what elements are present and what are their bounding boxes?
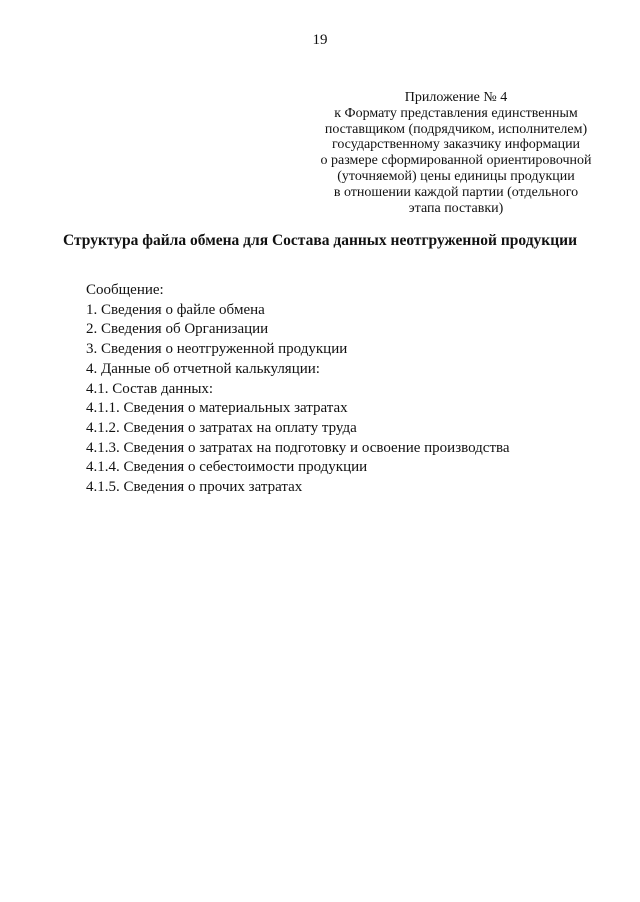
appendix-line: Приложение № 4 — [404, 90, 508, 105]
message-heading: Сообщение: — [86, 282, 164, 298]
appendix-line: (уточняемой) цены единицы продукции — [337, 168, 575, 184]
list-item: 4. Данные об отчетной калькуляции: — [86, 360, 320, 377]
appendix-line: к Формату представления единственным — [334, 105, 578, 121]
appendix-line: в отношении каждой партии (отдельного — [333, 184, 579, 200]
message-structure — [86, 281, 606, 498]
appendix-line: поставщиком (подрядчиком, исполнителем) — [324, 121, 588, 137]
document-title: Структура файла обмена для Состава данных неотгруженной продукции — [62, 232, 578, 249]
appendix-line: государственному заказчику информации — [331, 137, 581, 153]
list-item: 4.1. Состав данных: — [86, 380, 214, 397]
appendix-line: о размере сформированной ориентировочной — [320, 153, 592, 169]
page-number: 19 — [312, 32, 328, 48]
appendix-header — [312, 90, 600, 216]
appendix-line: этапа поставки) — [408, 200, 504, 216]
list-item: 4.1.2. Сведения о затратах на оплату труда — [86, 419, 357, 436]
list-item: 4.1.5. Сведения о прочих затратах — [86, 479, 303, 496]
list-item: 4.1.1. Сведения о материальных затратах — [86, 400, 348, 417]
list-item: 1. Сведения о файле обмена — [86, 301, 265, 318]
list-item: 4.1.3. Сведения о затратах на подготовку и освоение производства — [86, 439, 510, 456]
list-item: 2. Сведения об Организации — [86, 321, 269, 338]
list-item: 4.1.4. Сведения о себестоимости продукции — [86, 459, 368, 476]
list-item: 3. Сведения о неотгруженной продукции — [86, 341, 348, 358]
